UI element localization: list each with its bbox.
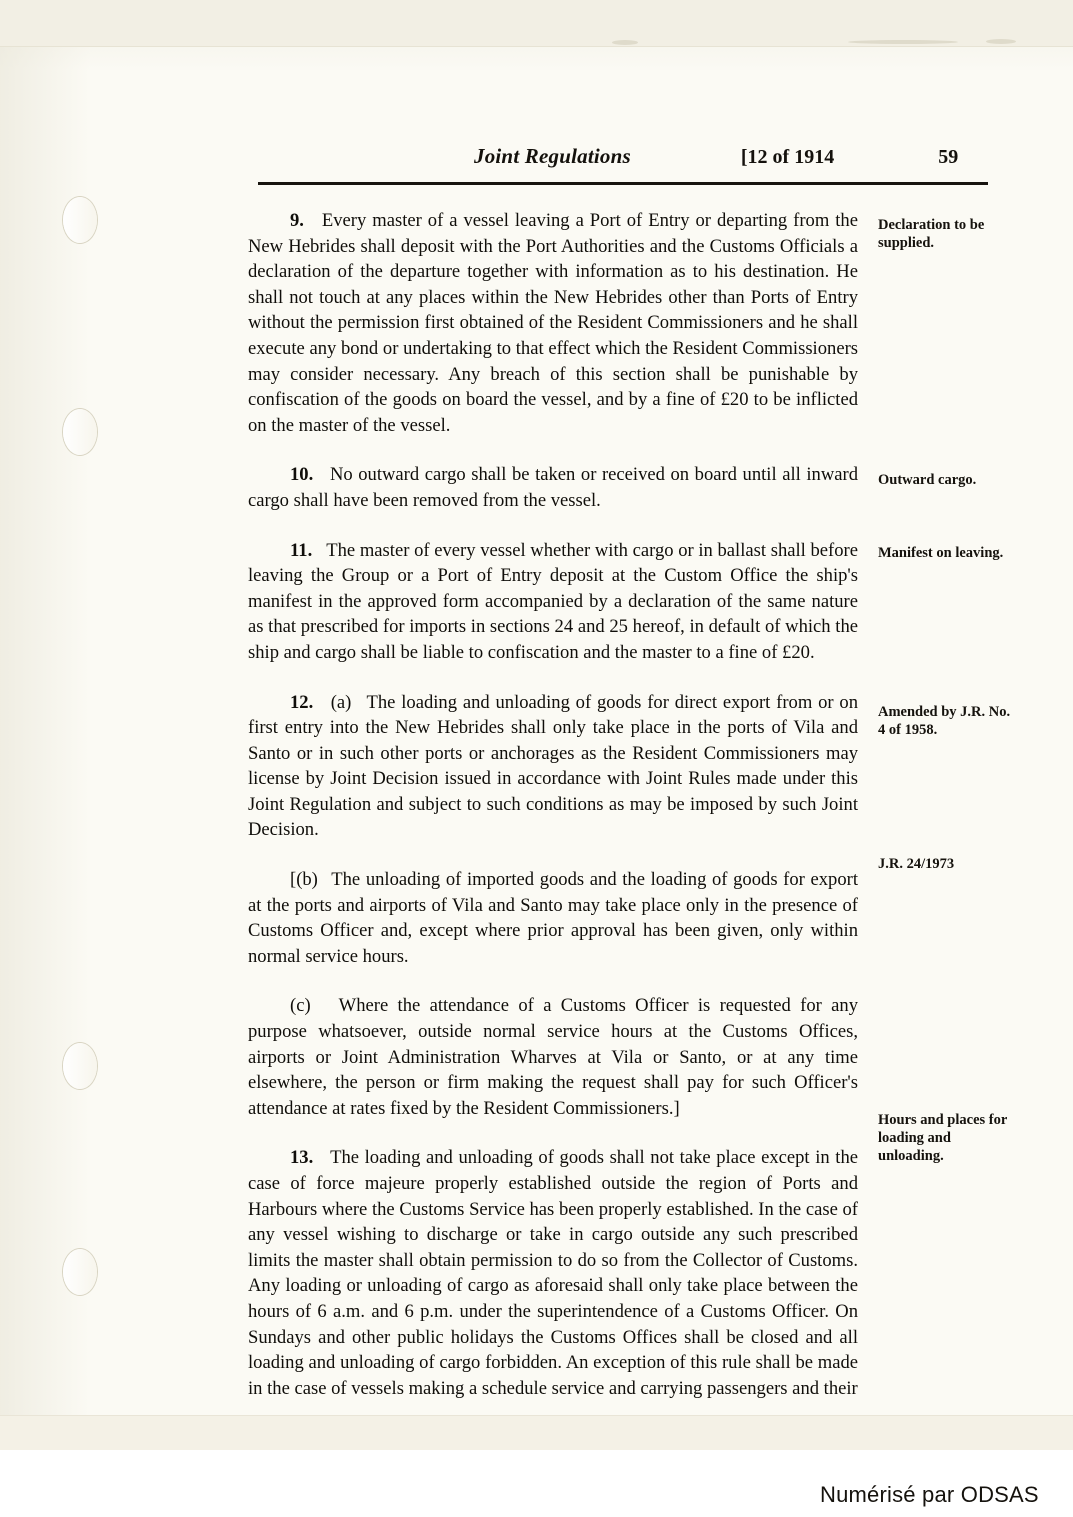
section-paragraph-12c — [248, 993, 858, 1121]
header-rule — [258, 182, 988, 185]
section-paragraph-12a — [248, 690, 858, 844]
page-header-title: Joint Regulations — [474, 144, 631, 168]
binder-hole — [62, 408, 98, 456]
margin-note-section-12b: J.R. 24/1973 — [878, 856, 955, 872]
margin-note-section-10: Outward cargo. — [878, 472, 977, 488]
section-number: 12. — [290, 691, 314, 713]
section-text: The master of every vessel whether with cargo or in ballast shall before leaving the Group or a Port of Entry deposit at the Custom Office the ship's manifest in the approved form accompanied by a declaration of the same nature as that prescribed for imports in sections 24 and 25 hereof, in default of which the ship and cargo shall be liable to confiscation and the master to a fine of £20. — [248, 539, 858, 663]
section-text: The loading and unloading of goods for direct export from or on first entry into the New Hebrides shall only take place in the ports of Vila and Santo or in such other ports or anchorages as the Resident Commissioners may license by Joint Decision issued in accordance with Joint Rules made under this Joint Regulation and subject to such conditions as may be imposed by such Joint Decision. — [248, 691, 859, 841]
section-text: No outward cargo shall be taken or received on board until all inward cargo shall have been removed from the vessel. — [248, 464, 858, 511]
section-paragraph-9 — [248, 208, 858, 438]
binder-hole-inner — [63, 1043, 97, 1089]
binder-hole-inner — [63, 409, 97, 455]
binder-hole — [62, 1042, 98, 1090]
page-header — [258, 144, 988, 169]
scan-speck — [848, 40, 958, 44]
page-number: 59 — [938, 146, 959, 168]
section-text: Where the attendance of a Customs Officer is requested for any purpose whatsoever, outside normal service hours at the Customs Offices, airports or Joint Administration Wharves at Vila or Santo, or at any time elsewhere, the person or firm making the request shall pay for such Officer's attendance at rates fixed by the Resident Commissioners.] — [248, 995, 858, 1119]
binder-hole — [62, 1248, 98, 1296]
page-header-reference: [12 of 1914 — [740, 146, 835, 168]
section-text: The unloading of imported goods and the loading of goods for export at the ports and airports of Vila and Santo may take place only in the presence of Customs Officer and, except where prior approval has been given, only within normal service hours. — [248, 869, 858, 967]
binder-hole — [62, 196, 98, 244]
section-text: Every master of a vessel leaving a Port of Entry or departing from the New Hebrides shall deposit with the Port Authorities and the Customs Officials a declaration of the departure together with information as to his destination. He shall not touch at any places within the New Hebrides other than Ports of Entry without the permission first obtained of the Resident Commissioners and he shall execute any bond or undertaking to that effect which the Resident Commissioners may consider necessary. Any breach of this section shall be punishable by confiscation of the goods on board the vessel, and by a fine of £20 to be inflicted on the master of the vessel. — [248, 210, 858, 436]
binder-hole-inner — [63, 1249, 97, 1295]
section-number: 9. — [290, 210, 304, 231]
section-number: 13. — [290, 1147, 314, 1169]
margin-note-section-13: Hours and places for loading and unloading. — [878, 1112, 1008, 1164]
scan-speck — [612, 40, 638, 45]
subsection-label: [(b) — [290, 869, 318, 891]
subsection-label: (a) — [330, 691, 352, 713]
section-text: The loading and unloading of goods shall not take place except in the case of force majeure properly established outside the region of Ports and Harbours where the Customs Service has been properly established. In the case of any vessel wishing to discharge or take in cargo outside any such prescribed limits the master shall obtain permission to do so from the Collector of Customs. Any loading or unloading of cargo as aforesaid shall only take place between the hours of 6 a.m. and 6 p.m. under the superintendence of a Customs Officer. On Sundays and other public holidays the Customs Offices shall be closed and all loading and unloading of cargo forbidden. An exception of this rule shall be made in the case of vessels making a schedule service and carrying passengers and their — [248, 1147, 858, 1399]
section-number: 11. — [290, 539, 313, 561]
margin-note-section-9: Declaration to be supplied. — [878, 217, 985, 251]
scan-speck — [986, 39, 1016, 44]
document-body — [248, 208, 858, 1425]
digitization-watermark: Numérisé par ODSAS — [820, 1482, 1039, 1507]
section-paragraph-13 — [248, 1145, 858, 1401]
section-paragraph-11 — [248, 538, 858, 666]
margin-note-section-11: Manifest on leaving. — [878, 545, 1004, 561]
section-paragraph-10 — [248, 462, 858, 513]
binder-hole-inner — [63, 197, 97, 243]
subsection-label: (c) — [290, 995, 311, 1017]
section-number: 10. — [290, 464, 314, 486]
margin-note-section-12a: Amended by J.R. No. 4 of 1958. — [878, 704, 1011, 738]
section-paragraph-12b — [248, 867, 858, 969]
